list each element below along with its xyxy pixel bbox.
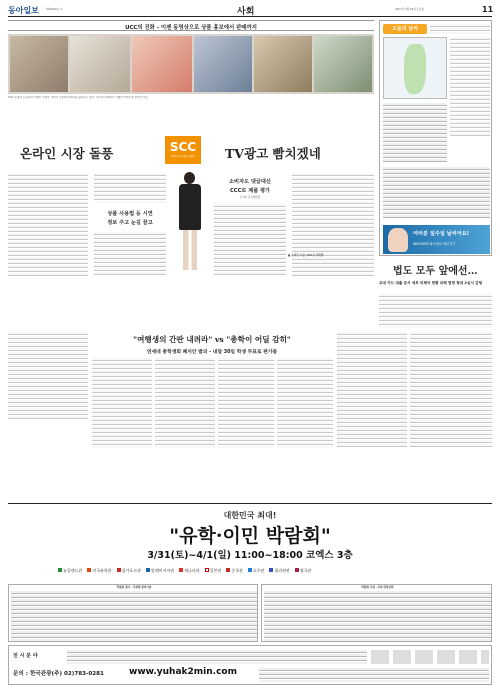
category-item: 말레이시아관	[146, 568, 174, 578]
photo-5	[254, 36, 312, 92]
model-body	[179, 184, 201, 230]
ad-footer-text	[67, 650, 367, 664]
ad-table-left-title: 박람회 참가 · 주관해 참여기관	[116, 586, 152, 589]
ad-table-right	[261, 584, 492, 642]
issue-date: 2007년 3월 24일 토요일	[395, 8, 425, 11]
weather-title: 오늘의 날씨	[392, 26, 418, 32]
ad-table-right-rows	[264, 591, 491, 641]
banner-text: UCC의 진화 - 이젠 동영상으로 상품 홍보에서 판매까지	[125, 25, 257, 31]
brand-logo: 동아일보	[8, 6, 39, 15]
bottom-col-3	[218, 358, 274, 448]
weather-promo	[383, 225, 490, 254]
sub1-title: 상품 사용법 등 시연	[107, 211, 153, 217]
bottom-col-6	[410, 332, 492, 448]
promo-person	[388, 228, 408, 252]
top-story-banner	[8, 20, 374, 31]
ad-schedule: 3/31(토)~4/1(일) 11:00~18:00 코엑스 3층	[147, 550, 353, 561]
body-col-4	[292, 173, 374, 276]
sub1-line2: 정보 주고 눈길 끌고	[107, 220, 153, 226]
category-item: 일본관	[205, 568, 222, 578]
photo-6	[314, 36, 372, 92]
sub2-title: 소비자도 댓글대신	[229, 179, 271, 185]
scc-logo-sub: 판매자 손수제작 동영상	[171, 155, 195, 158]
sub2-line2: CCC로 제품 평가	[229, 188, 271, 194]
ad-left-tag: 전 시 분 야	[13, 653, 38, 659]
law-subhead: 교대 카드 대출 등서 세부 피해자 현황 피해 법령 형대 2심서 감형	[379, 281, 483, 285]
weather-notes	[430, 24, 490, 34]
bottom-col-4	[277, 358, 333, 448]
photo-strip	[8, 34, 374, 94]
photo-2	[70, 36, 130, 92]
law-headline: 법도 모두 앞에선…	[393, 266, 478, 277]
law-body	[379, 294, 492, 328]
body-col-2a	[94, 173, 166, 203]
ad-table-left-rows	[11, 591, 257, 641]
category-item: 필리핀관	[269, 568, 289, 578]
weather-forecast-text	[450, 37, 490, 137]
weather-title-box	[383, 24, 427, 34]
category-item: 영국관	[295, 568, 312, 578]
ad-table-right-title: 박람회 주최 · 주관 학과단원	[361, 586, 394, 589]
category-item: 중국관	[226, 568, 243, 578]
photo-3	[132, 36, 192, 92]
weather-table-2	[383, 167, 490, 219]
promo-sub: WEATHER 날씨정보 바로가기	[413, 242, 456, 246]
bottom-col-2	[155, 358, 215, 448]
ad-sponsor-logos	[371, 650, 489, 664]
weather-table-1	[383, 103, 447, 163]
bottom-col-1	[92, 358, 152, 448]
scc-logo	[165, 136, 201, 164]
ad-category-strip	[58, 568, 448, 578]
bottom-subheadline: 연세대 총학생회 폐지안 발의 - 내달 30일 학생 투표로 판가름	[146, 350, 278, 355]
ad-kicker: 대한민국 최대!	[223, 511, 277, 520]
photo-4	[194, 36, 252, 92]
section-title: 사회	[237, 7, 255, 17]
model-legs	[183, 230, 197, 270]
promo-main: 여러분 일주일 날씨어요!	[413, 231, 470, 237]
scc-logo-text: SCC	[169, 140, 197, 154]
ad-title: "유학·이민 박람회"	[169, 525, 331, 547]
category-item: 뉴질랜드관	[58, 568, 82, 578]
weather-panel	[379, 20, 492, 256]
korea-map-shape	[404, 44, 426, 94]
bottom-story	[92, 332, 492, 502]
page-number: 11	[482, 5, 494, 14]
bottom-headline: "여행생의 간판 내려라" vs "총학이 어딜 감히"	[133, 335, 291, 344]
sub2-source: 소비자 손수제작물	[239, 196, 261, 199]
category-item: 싱가포르관	[117, 568, 141, 578]
category-item: 캐나다관	[179, 568, 199, 578]
section-marker-2: ■ 온라인 시장, UCC로 대폭발	[288, 254, 324, 257]
ad-url[interactable]: www.yuhak2min.com	[129, 667, 237, 677]
bottom-left-col	[8, 332, 88, 420]
top-story	[8, 20, 374, 276]
issue-number: 제26446호 ⑥	[46, 8, 63, 11]
model-head	[184, 172, 195, 184]
photo-caption: UCC 동영상 등장하며 다양한 직업이 사이버 시장에서 UCC를 활용하고 있다. 뉴미디어 SCC가 진행한 이벤트에 참가한 이들	[8, 96, 148, 99]
category-item: 호주관	[248, 568, 265, 578]
page-header	[8, 4, 492, 17]
body-col-1	[8, 173, 88, 276]
law-story	[379, 258, 492, 328]
photo-1	[10, 36, 68, 92]
category-item: 미국유학관	[87, 568, 111, 578]
ad-block	[8, 503, 492, 687]
body-col-2b	[94, 232, 166, 276]
ad-footer-note	[259, 668, 489, 682]
model-photo	[171, 168, 209, 276]
headline-right: TV광고 빰치겠네	[225, 146, 321, 161]
headline-left: 온라인 시장 돌풍	[20, 146, 114, 161]
weather-map	[383, 37, 447, 99]
body-col-3	[214, 204, 286, 276]
ad-footer	[8, 645, 492, 685]
bottom-col-5	[337, 332, 407, 448]
ad-table-left	[8, 584, 258, 642]
ad-phone: 문의 : 한국관광(주) 02)783-0281	[13, 671, 104, 677]
